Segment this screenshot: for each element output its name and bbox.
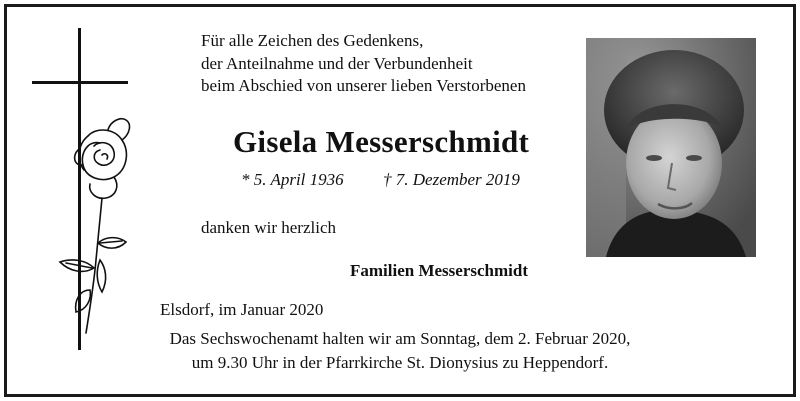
death-date: † 7. Dezember 2019 (383, 170, 520, 189)
deceased-name: Gisela Messerschmidt (233, 124, 530, 159)
thanks-text: danken wir herzlich (201, 218, 336, 237)
place-and-date: Elsdorf, im Januar 2020 (160, 300, 324, 319)
intro-text (201, 30, 526, 98)
intro-line-3: beim Abschied von unserer lieben Verstorbenen (201, 76, 526, 95)
cross-and-rose-artwork (30, 28, 140, 358)
birth-date: * 5. April 1936 (241, 170, 344, 189)
service-line-2: um 9.30 Uhr in der Pfarrkirche St. Dionysius zu Heppendorf. (191, 353, 609, 372)
portrait-image (586, 38, 756, 257)
intro-line-1: Für alle Zeichen des Gedenkens, (201, 31, 424, 50)
cross-icon (32, 28, 128, 350)
intro-line-2: der Anteilnahme und der Verbundenheit (201, 53, 473, 73)
service-announcement (160, 327, 640, 375)
service-line-1: Das Sechswochenamt halten wir am Sonntag, dem 2. Februar 2020, (169, 329, 631, 348)
family-signature: Familien Messerschmidt (350, 261, 528, 280)
rose-icon (60, 119, 129, 333)
portrait-photo (586, 38, 756, 257)
